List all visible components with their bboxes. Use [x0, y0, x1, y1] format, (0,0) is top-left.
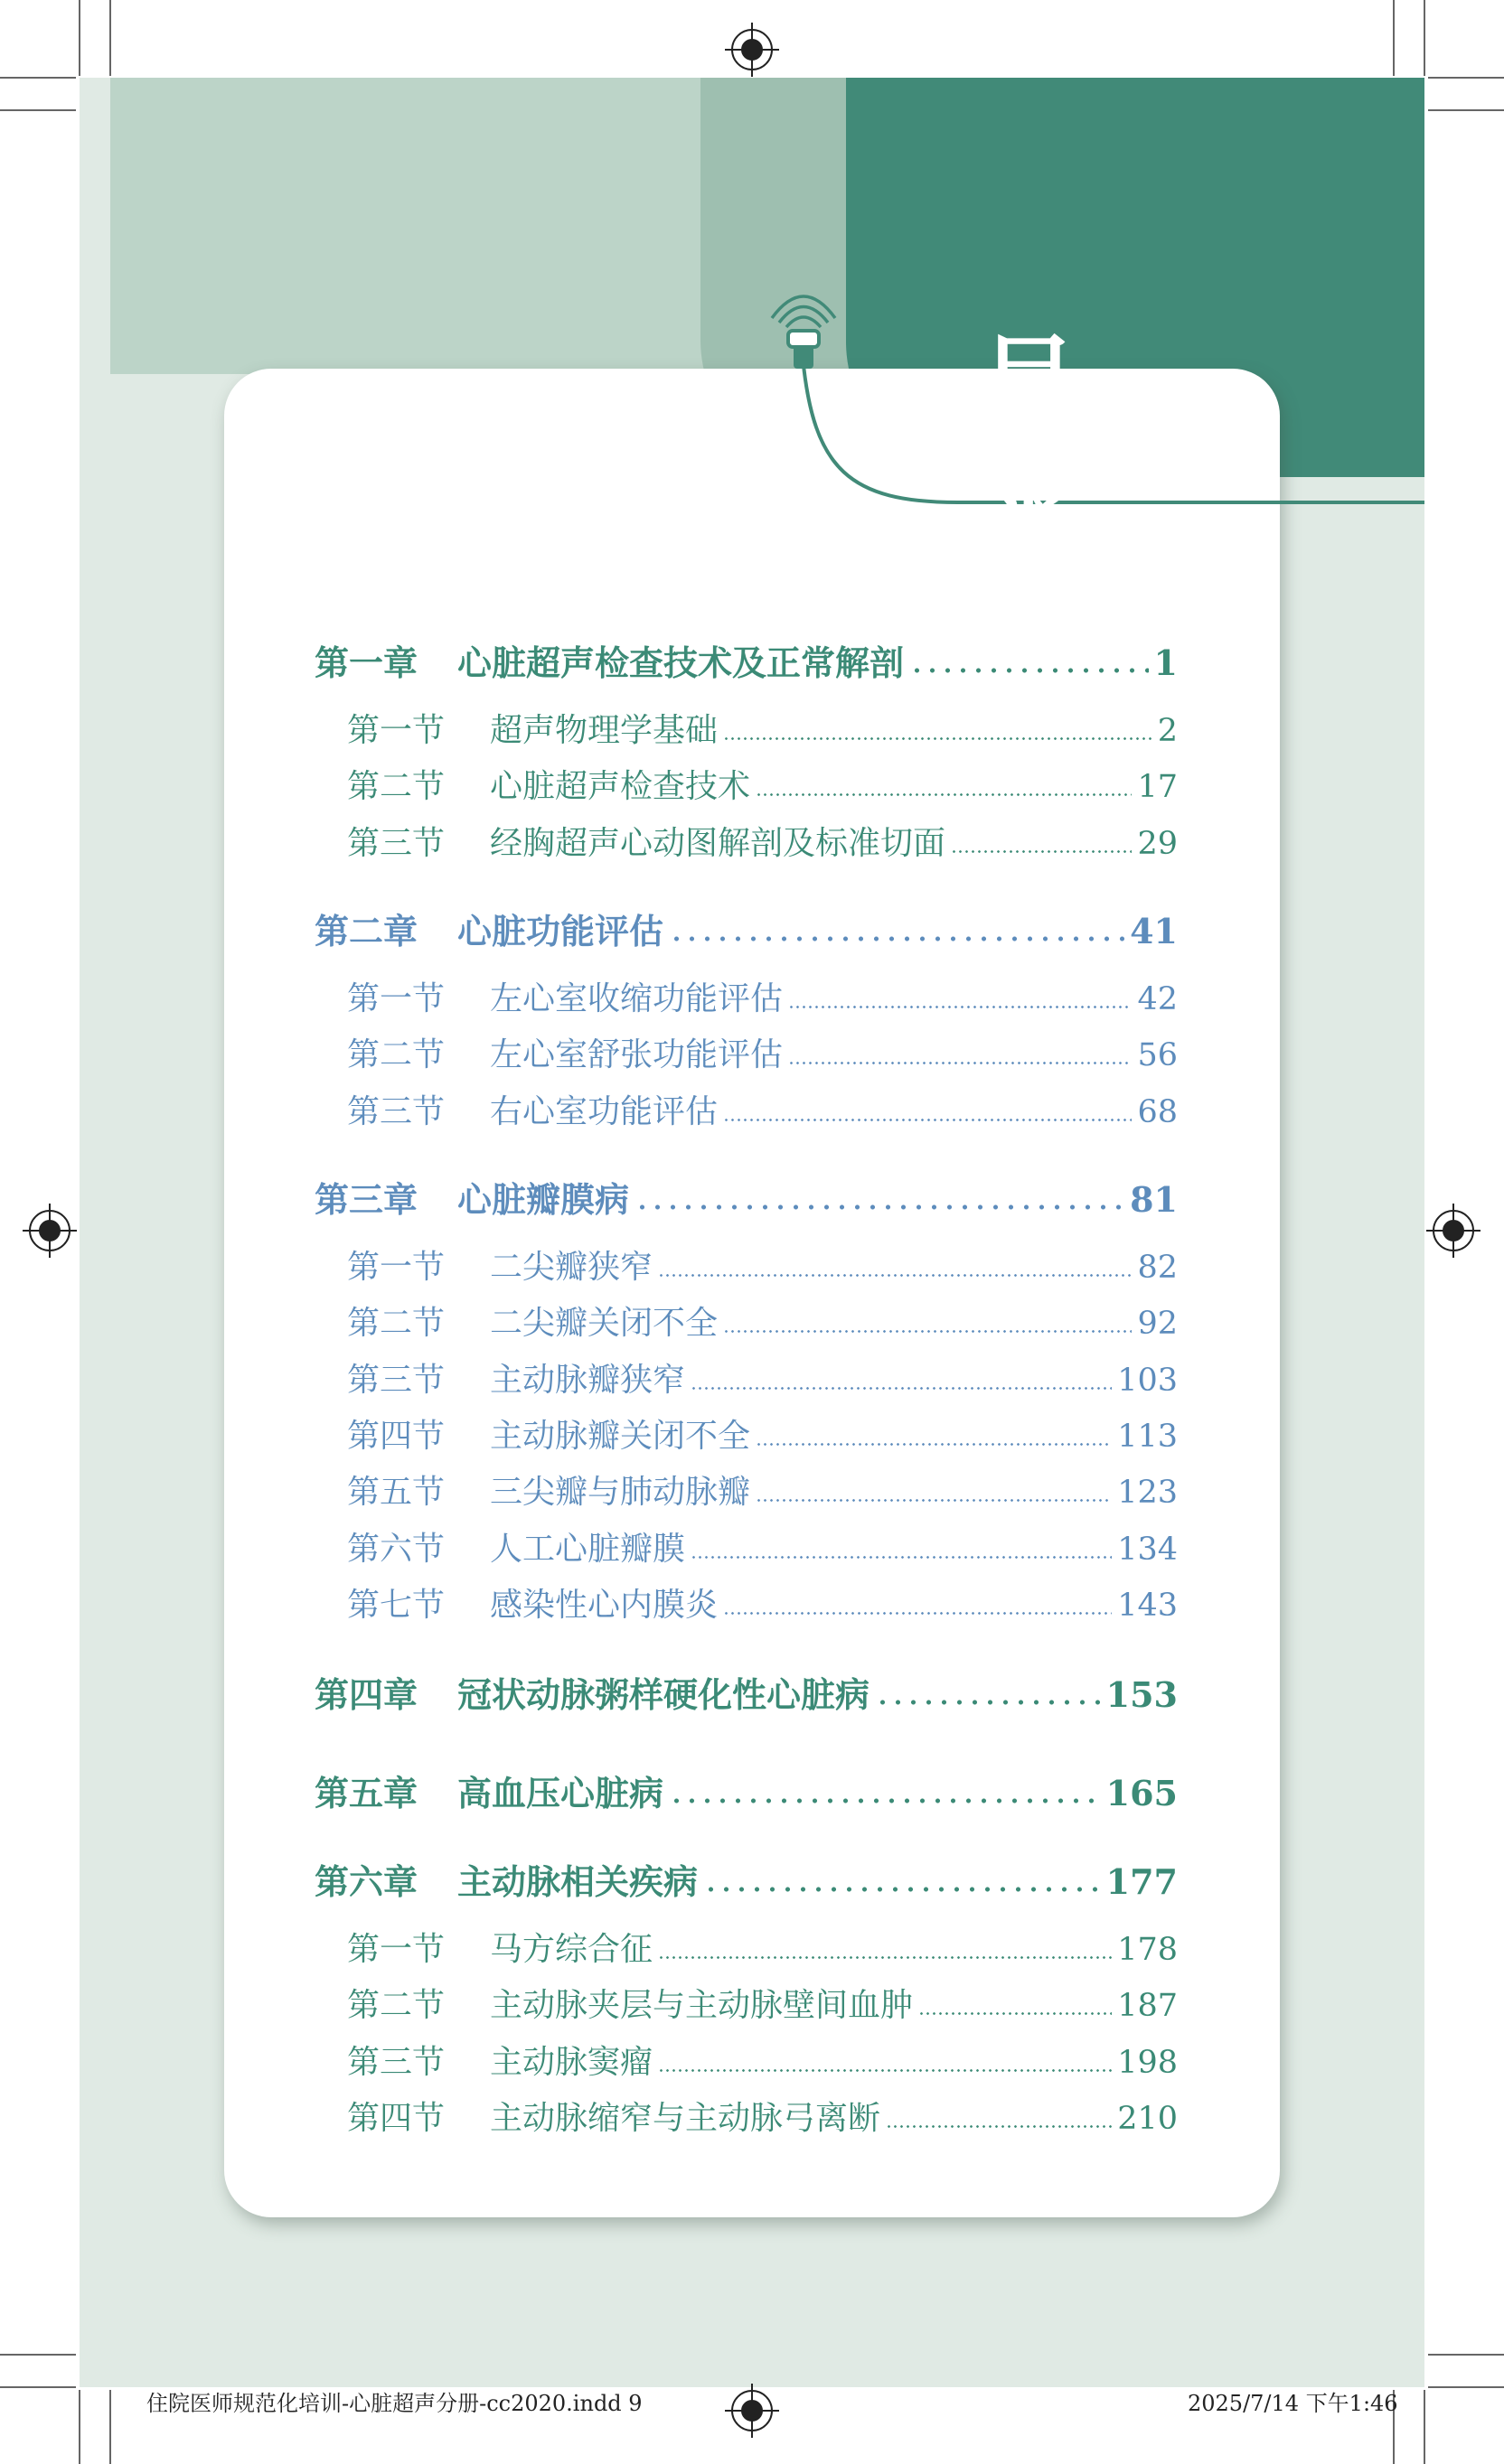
toc-section-entry[interactable]: [347, 1084, 1178, 1135]
section-title: 人工心脏瓣膜: [490, 1530, 686, 1568]
section-number: 第六节: [347, 1530, 446, 1568]
dot-leader: [723, 708, 1152, 754]
chapter-title: 心脏瓣膜病: [457, 1179, 630, 1220]
section-page-number: 56: [1137, 1037, 1178, 1074]
toc-section-entry[interactable]: [347, 1465, 1178, 1515]
section-page-number: 210: [1117, 2100, 1178, 2137]
section-number: 第四节: [347, 1417, 446, 1455]
section-number: 第一节: [347, 1931, 446, 1968]
chapter-number: 第六章: [315, 1861, 418, 1902]
section-number: 第二节: [347, 1305, 446, 1343]
section-page-number: 17: [1137, 769, 1178, 806]
section-page-number: 29: [1137, 825, 1178, 862]
section-number: 第二节: [347, 768, 446, 806]
toc-section-entry[interactable]: [347, 1296, 1178, 1346]
registration-mark-icon: [725, 23, 779, 77]
section-title: 二尖瓣关闭不全: [490, 1305, 719, 1343]
section-page-number: 2: [1157, 713, 1178, 749]
dot-leader: [634, 1177, 1124, 1223]
toc-section-entry[interactable]: [347, 2035, 1178, 2085]
chapter-page-number: 153: [1105, 1674, 1178, 1715]
chapter-page-number: 41: [1130, 911, 1178, 951]
chapter-title: 冠状动脉粥样硬化性心脏病: [457, 1674, 870, 1715]
section-number: 第一节: [347, 1249, 446, 1286]
section-page-number: 178: [1117, 1932, 1178, 1968]
chapter-number: 第四章: [315, 1674, 418, 1715]
chapter-number: 第三章: [315, 1179, 418, 1220]
toc-chapter-entry[interactable]: [315, 904, 1178, 954]
toc-section-entry[interactable]: [347, 1978, 1178, 2028]
section-number: 第七节: [347, 1586, 446, 1624]
section-title: 主动脉瓣狭窄: [490, 1361, 686, 1399]
chapter-number: 第二章: [315, 911, 418, 951]
toc-section-entry[interactable]: [347, 1578, 1178, 1628]
section-number: 第四节: [347, 2099, 446, 2137]
toc-chapter-entry[interactable]: [315, 1172, 1178, 1223]
registration-mark-icon: [23, 1204, 77, 1258]
footer-file-info: 住院医师规范化培训-心脏超声分册-cc2020.indd 9: [146, 2391, 643, 2416]
toc-section-entry[interactable]: [347, 1027, 1178, 1078]
dot-leader: [756, 1414, 1112, 1459]
dot-leader: [788, 977, 1132, 1022]
dot-leader: [875, 1672, 1101, 1718]
toc-chapter-entry[interactable]: [315, 635, 1178, 686]
toc-section-entry[interactable]: [347, 2091, 1178, 2141]
section-number: 第二节: [347, 1036, 446, 1074]
chapter-number: 第五章: [315, 1773, 418, 1813]
dot-leader: [756, 764, 1132, 810]
dot-leader: [909, 641, 1149, 686]
section-number: 第二节: [347, 1987, 446, 2025]
section-title: 主动脉夹层与主动脉壁间血肿: [490, 1987, 914, 2025]
dot-leader: [886, 2096, 1112, 2141]
toc-chapter-entry[interactable]: [315, 1667, 1178, 1718]
toc-chapter-entry[interactable]: [315, 1766, 1178, 1816]
section-page-number: 187: [1117, 1988, 1178, 2025]
section-page-number: 82: [1137, 1250, 1178, 1286]
section-number: 第三节: [347, 2043, 446, 2081]
dot-leader: [951, 821, 1132, 867]
section-title: 左心室舒张功能评估: [490, 1036, 784, 1074]
section-title: 二尖瓣狭窄: [490, 1249, 653, 1286]
section-number: 第三节: [347, 1092, 446, 1130]
toc-section-entry[interactable]: [347, 1409, 1178, 1459]
toc-section-entry[interactable]: [347, 971, 1178, 1022]
dot-leader: [918, 1983, 1112, 2028]
section-title: 左心室收缩功能评估: [490, 980, 784, 1017]
section-page-number: 123: [1117, 1475, 1178, 1512]
toc-section-entry[interactable]: [347, 759, 1178, 810]
section-title: 马方综合征: [490, 1931, 653, 1968]
footer-timestamp: 2025/7/14 下午1:46: [1188, 2391, 1398, 2416]
chapter-number: 第一章: [315, 642, 418, 683]
section-page-number: 113: [1117, 1418, 1178, 1455]
section-title: 感染性心内膜炎: [490, 1586, 719, 1624]
section-title: 主动脉瓣关闭不全: [490, 1417, 751, 1455]
chapter-page-number: 177: [1105, 1861, 1178, 1902]
section-number: 第五节: [347, 1474, 446, 1512]
dot-leader: [658, 1927, 1112, 1972]
chapter-title: 心脏功能评估: [457, 911, 664, 951]
chapter-page-number: 81: [1130, 1179, 1178, 1220]
section-title: 主动脉缩窄与主动脉弓离断: [490, 2099, 881, 2137]
registration-mark-icon: [1426, 1204, 1480, 1258]
dot-leader: [691, 1358, 1112, 1403]
section-number: 第三节: [347, 1361, 446, 1399]
chapter-page-number: 165: [1105, 1773, 1178, 1813]
toc-chapter-entry[interactable]: [315, 1854, 1178, 1905]
toc-section-entry[interactable]: [347, 1353, 1178, 1403]
chapter-title: 主动脉相关疾病: [457, 1861, 699, 1902]
dot-leader: [723, 1583, 1112, 1628]
section-page-number: 103: [1117, 1362, 1178, 1399]
dot-leader: [756, 1470, 1112, 1515]
dot-leader: [723, 1301, 1132, 1346]
dot-leader: [723, 1090, 1132, 1135]
page-title: 目 录: [981, 323, 1149, 553]
toc-section-entry[interactable]: [347, 703, 1178, 754]
section-title: 右心室功能评估: [490, 1092, 719, 1130]
section-page-number: 143: [1117, 1587, 1178, 1624]
chapter-title: 高血压心脏病: [457, 1773, 664, 1813]
section-page-number: 92: [1137, 1306, 1178, 1343]
section-title: 经胸超声心动图解剖及标准切面: [490, 824, 946, 862]
section-title: 超声物理学基础: [490, 712, 719, 749]
dot-leader: [691, 1527, 1112, 1572]
section-number: 第一节: [347, 980, 446, 1017]
section-title: 三尖瓣与肺动脉瓣: [490, 1474, 751, 1512]
section-title: 心脏超声检查技术: [490, 768, 751, 806]
toc-section-entry[interactable]: [347, 1922, 1178, 1972]
dot-leader: [669, 1771, 1101, 1816]
section-number: 第一节: [347, 712, 446, 749]
toc-section-entry[interactable]: [347, 1522, 1178, 1572]
section-number: 第三节: [347, 824, 446, 862]
registration-mark-icon: [725, 2384, 779, 2438]
dot-leader: [788, 1033, 1132, 1078]
dot-leader: [658, 1245, 1132, 1290]
chapter-page-number: 1: [1153, 642, 1178, 683]
section-page-number: 198: [1117, 2044, 1178, 2081]
section-title: 主动脉窦瘤: [490, 2043, 653, 2081]
section-page-number: 134: [1117, 1531, 1178, 1568]
section-page-number: 42: [1137, 981, 1178, 1017]
toc-section-entry[interactable]: [347, 816, 1178, 867]
dot-leader: [669, 909, 1124, 954]
toc-section-entry[interactable]: [347, 1240, 1178, 1290]
section-page-number: 68: [1137, 1093, 1178, 1130]
chapter-title: 心脏超声检查技术及正常解剖: [457, 642, 905, 683]
dot-leader: [703, 1860, 1101, 1905]
dot-leader: [658, 2040, 1112, 2085]
